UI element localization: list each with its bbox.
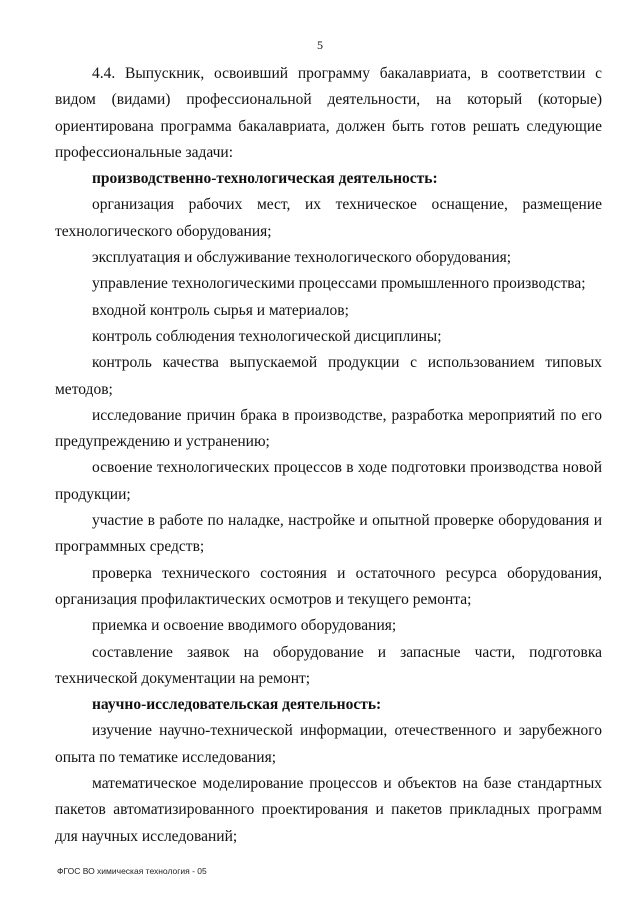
list-item: проверка технического состояния и остаточного ресурса оборудования, организация профилактических осмотров и текущего ремонта; — [55, 564, 602, 608]
page-footer: ФГОС ВО химическая технология - 05 — [57, 866, 207, 876]
list-item: эксплуатация и обслуживание технологического оборудования; — [92, 249, 512, 267]
list-item: участие в работе по наладке, настройке и опытной проверке оборудования и программных средств; — [55, 512, 602, 556]
page-number: 5 — [317, 38, 323, 52]
list-item: контроль соблюдения технологической дисциплины; — [92, 327, 442, 345]
section-heading-research: научно-исследовательская деятельность: — [92, 696, 382, 714]
intro-paragraph: 4.4. Выпускник, освоивший программу бакалавриата, в соответствии с видом (видами) профессиональной деятельности, на который (которые) ориентирована программа бакалавриата, должен быть готов решать следующие профессиональные задачи: — [55, 65, 602, 161]
list-item: управление технологическими процессами промышленного производства; — [92, 275, 586, 293]
list-item: изучение научно-технической информации, отечественного и зарубежного опыта по тематике исследования; — [55, 722, 602, 766]
section-heading-production: производственно-технологическая деятельность: — [92, 170, 438, 188]
list-item: контроль качества выпускаемой продукции с использованием типовых методов; — [55, 354, 602, 398]
list-item: входной контроль сырья и материалов; — [92, 301, 349, 319]
list-item: математическое моделирование процессов и объектов на базе стандартных пакетов автоматизированного проектирования и пакетов прикладных программ для научных исследований; — [55, 775, 602, 845]
list-item: составление заявок на оборудование и запасные части, подготовка технической документации на ремонт; — [55, 643, 602, 687]
document-body — [55, 61, 602, 850]
list-item: исследование причин брака в производстве, разработка мероприятий по его предупреждению и устранению; — [55, 406, 602, 451]
list-item: освоение технологических процессов в ходе подготовки производства новой продукции; — [55, 459, 602, 503]
list-item: организация рабочих мест, их техническое оснащение, размещение технологического оборудования; — [55, 196, 602, 240]
list-item: приемка и освоение вводимого оборудования; — [92, 617, 397, 635]
